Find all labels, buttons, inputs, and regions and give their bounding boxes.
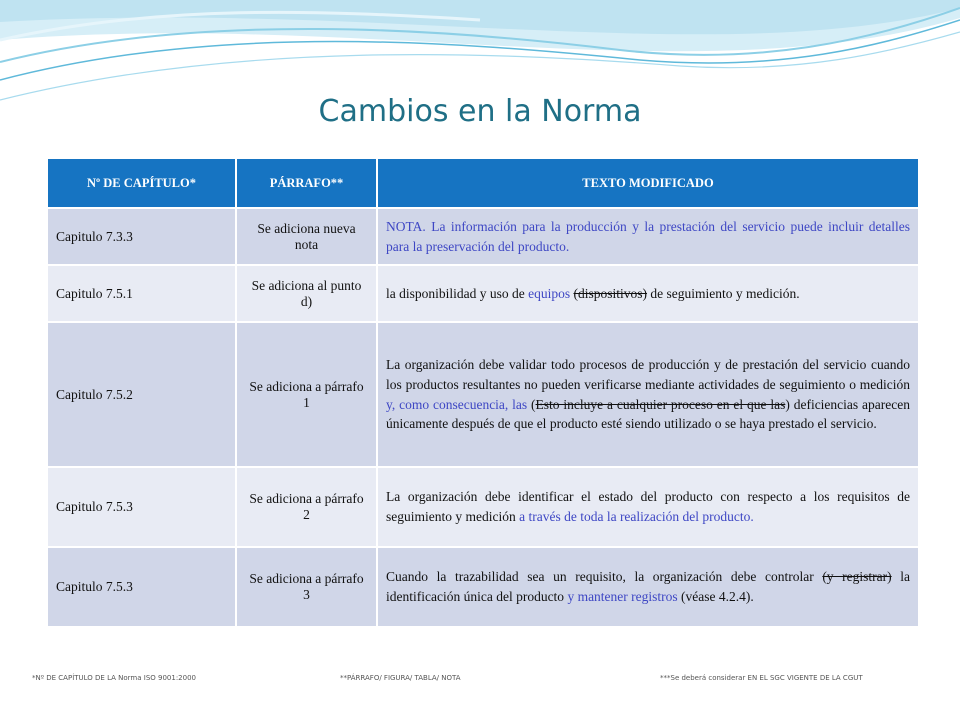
- added-text: equipos: [528, 285, 571, 301]
- text-segment: La organización debe identificar el estado del producto con respecto a los requisitos de seguimiento y medición: [386, 489, 910, 524]
- parrafo-cell: Se adiciona a párrafo 2: [236, 467, 377, 547]
- texto-cell: [377, 322, 919, 467]
- added-text: y mantener registros: [567, 589, 678, 604]
- table-row: [47, 322, 919, 467]
- capitulo-cell: Capitulo 7.5.3: [47, 547, 236, 627]
- page-title: Cambios en la Norma: [318, 94, 642, 129]
- texto-cell: [377, 547, 919, 627]
- text-segment: (véase 4.2.4).: [677, 589, 754, 604]
- texto-cell: [377, 265, 919, 322]
- capitulo-cell: Capitulo 7.5.2: [47, 322, 236, 467]
- deleted-text: Esto incluye a cualquier proceso en el que las: [535, 396, 786, 412]
- text-segment: (: [527, 396, 536, 412]
- added-text: a través de toda la realización del producto.: [519, 509, 754, 524]
- deleted-text: (y registrar): [822, 569, 892, 585]
- parrafo-cell: Se adiciona nueva nota: [236, 208, 377, 265]
- text-segment: ) deficiencias aparecen únicamente después de que el producto esté siendo utilizado o se haya prestado el servicio.: [386, 396, 910, 432]
- texto-cell: [377, 208, 919, 265]
- capitulo-cell: Capitulo 7.5.3: [47, 467, 236, 547]
- text-segment: la identificación única del producto: [386, 569, 910, 604]
- footnote-capitulo: *Nº DE CAPÍTULO DE LA Norma ISO 9001:2000: [32, 674, 196, 682]
- texto-cell: [377, 467, 919, 547]
- table-row: [47, 467, 919, 547]
- footnote-parrafo: **PÁRRAFO/ FIGURA/ TABLA/ NOTA: [340, 674, 461, 682]
- text-segment: La organización debe validar todo procesos de producción y de prestación del servicio cuando los productos resultantes no pueden verificarse mediante actividades de seguimiento o medición: [386, 357, 910, 392]
- header-parrafo: PÁRRAFO**: [236, 158, 377, 208]
- parrafo-cell: Se adiciona a párrafo 1: [236, 322, 377, 467]
- capitulo-cell: Capitulo 7.3.3: [47, 208, 236, 265]
- changes-table: [46, 157, 920, 628]
- table-row: [47, 265, 919, 322]
- footnote-sgc: ***Se deberá considerar EN EL SGC VIGENTE DE LA CGUT: [660, 674, 863, 682]
- text-segment: Cuando la trazabilidad sea un requisito, la organización debe controlar: [386, 569, 823, 585]
- header-texto-modificado: TEXTO MODIFICADO: [377, 158, 919, 208]
- added-text: NOTA. La información para la producción y la prestación del servicio puede incluir detalles para la preservación del producto.: [386, 218, 910, 254]
- table-row: [47, 547, 919, 627]
- added-text: y, como consecuencia, las: [386, 396, 528, 412]
- deleted-text: (dispositivos): [573, 285, 648, 301]
- text-segment: la disponibilidad y uso de: [386, 285, 529, 301]
- capitulo-cell: Capitulo 7.5.1: [47, 265, 236, 322]
- parrafo-cell: Se adiciona al punto d): [236, 265, 377, 322]
- table-header-row: [47, 158, 919, 208]
- text-segment: de seguimiento y medición.: [647, 285, 800, 301]
- parrafo-cell: Se adiciona a párrafo 3: [236, 547, 377, 627]
- header-capitulo: Nº DE CAPÍTULO*: [47, 158, 236, 208]
- table-row: [47, 208, 919, 265]
